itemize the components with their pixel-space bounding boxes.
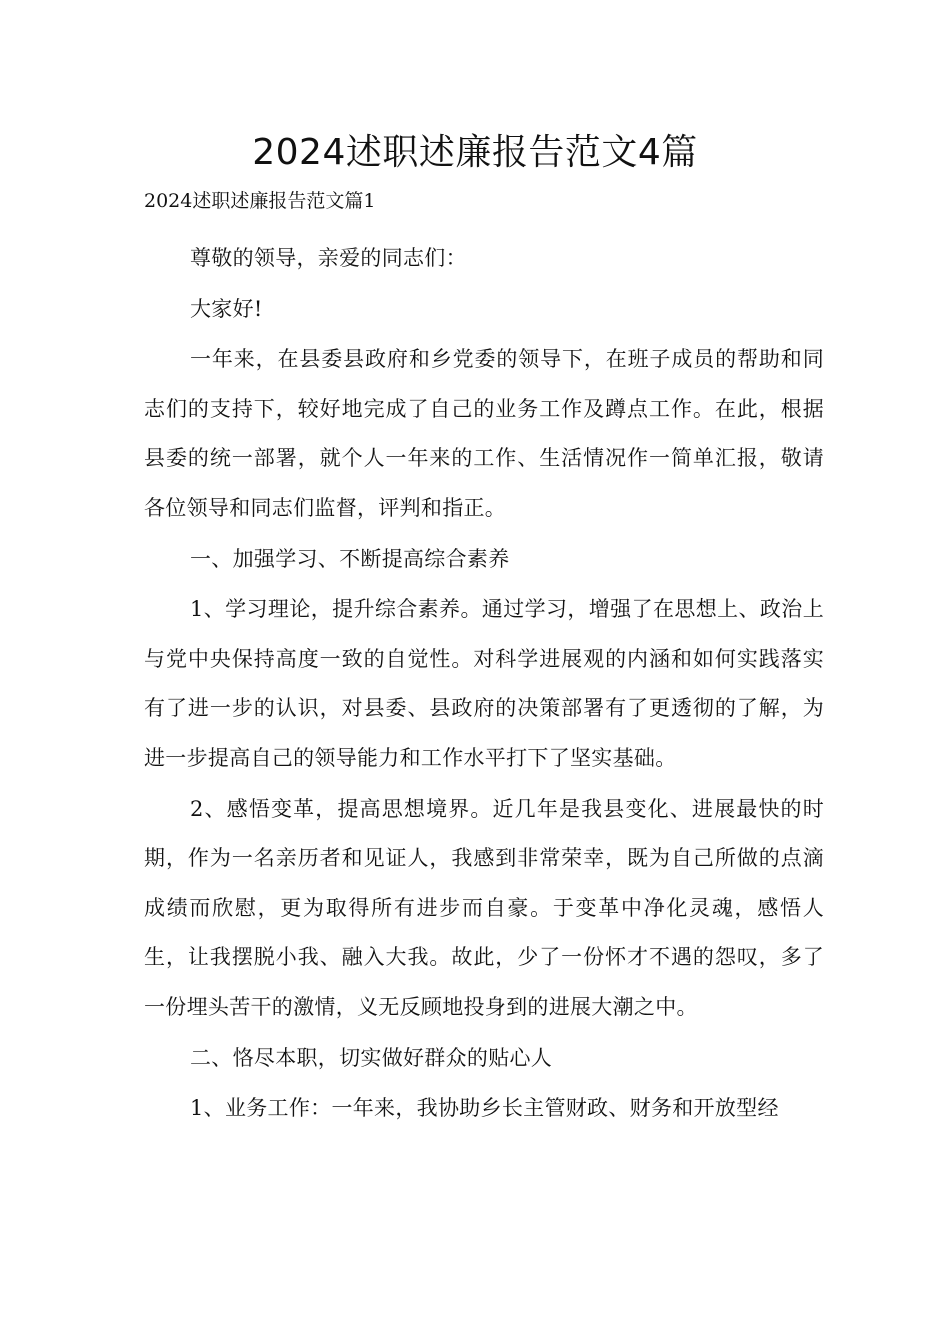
paragraph-1-2: 2、感悟变革，提高思想境界。近几年是我县变化、进展最快的时期，作为一名亲历者和见证人，我感到非常荣幸，既为自己所做的点滴成绩而欣慰，更为取得所有进步而自豪。于变革中净化灵魂，感悟人生，让我摆脱小我、融入大我。故此，少了一份怀才不遇的怨叹，多了一份埋头苦干的激情，义无反顾地投身到的进展大潮之中。 [144, 796, 824, 1019]
section-heading-1: 一、加强学习、不断提高综合素养 [190, 546, 510, 571]
paragraph-2-1: 1、业务工作：一年来，我协助乡长主管财政、财务和开放型经 [190, 1096, 779, 1121]
paragraph-salutation: 尊敬的领导，亲爱的同志们： [190, 246, 467, 270]
paragraph-intro: 一年来，在县委县政府和乡党委的领导下，在班子成员的帮助和同志们的支持下，较好地完成了自己的业务工作及蹲点工作。在此，根据县委的统一部署，就个人一年来的工作、生活情况作一简单汇报，敬请各位领导和同志们监督，评判和指正。 [144, 347, 824, 520]
section-heading-2: 二、恪尽本职，切实做好群众的贴心人 [190, 1045, 553, 1070]
paragraph-greeting: 大家好! [190, 296, 263, 321]
document-title: 2024述职述廉报告范文4篇 [252, 132, 698, 173]
document-subtitle: 2024述职述廉报告范文篇1 [144, 190, 376, 212]
paragraph-1-1: 1、学习理论，提升综合素养。通过学习，增强了在思想上、政治上与党中央保持高度一致的自觉性。对科学进展观的内涵和如何实践落实有了进一步的认识，对县委、县政府的决策部署有了更透彻的了解，为进一步提高自己的领导能力和工作水平打下了坚实基础。 [144, 597, 824, 770]
document-body [144, 234, 824, 1135]
